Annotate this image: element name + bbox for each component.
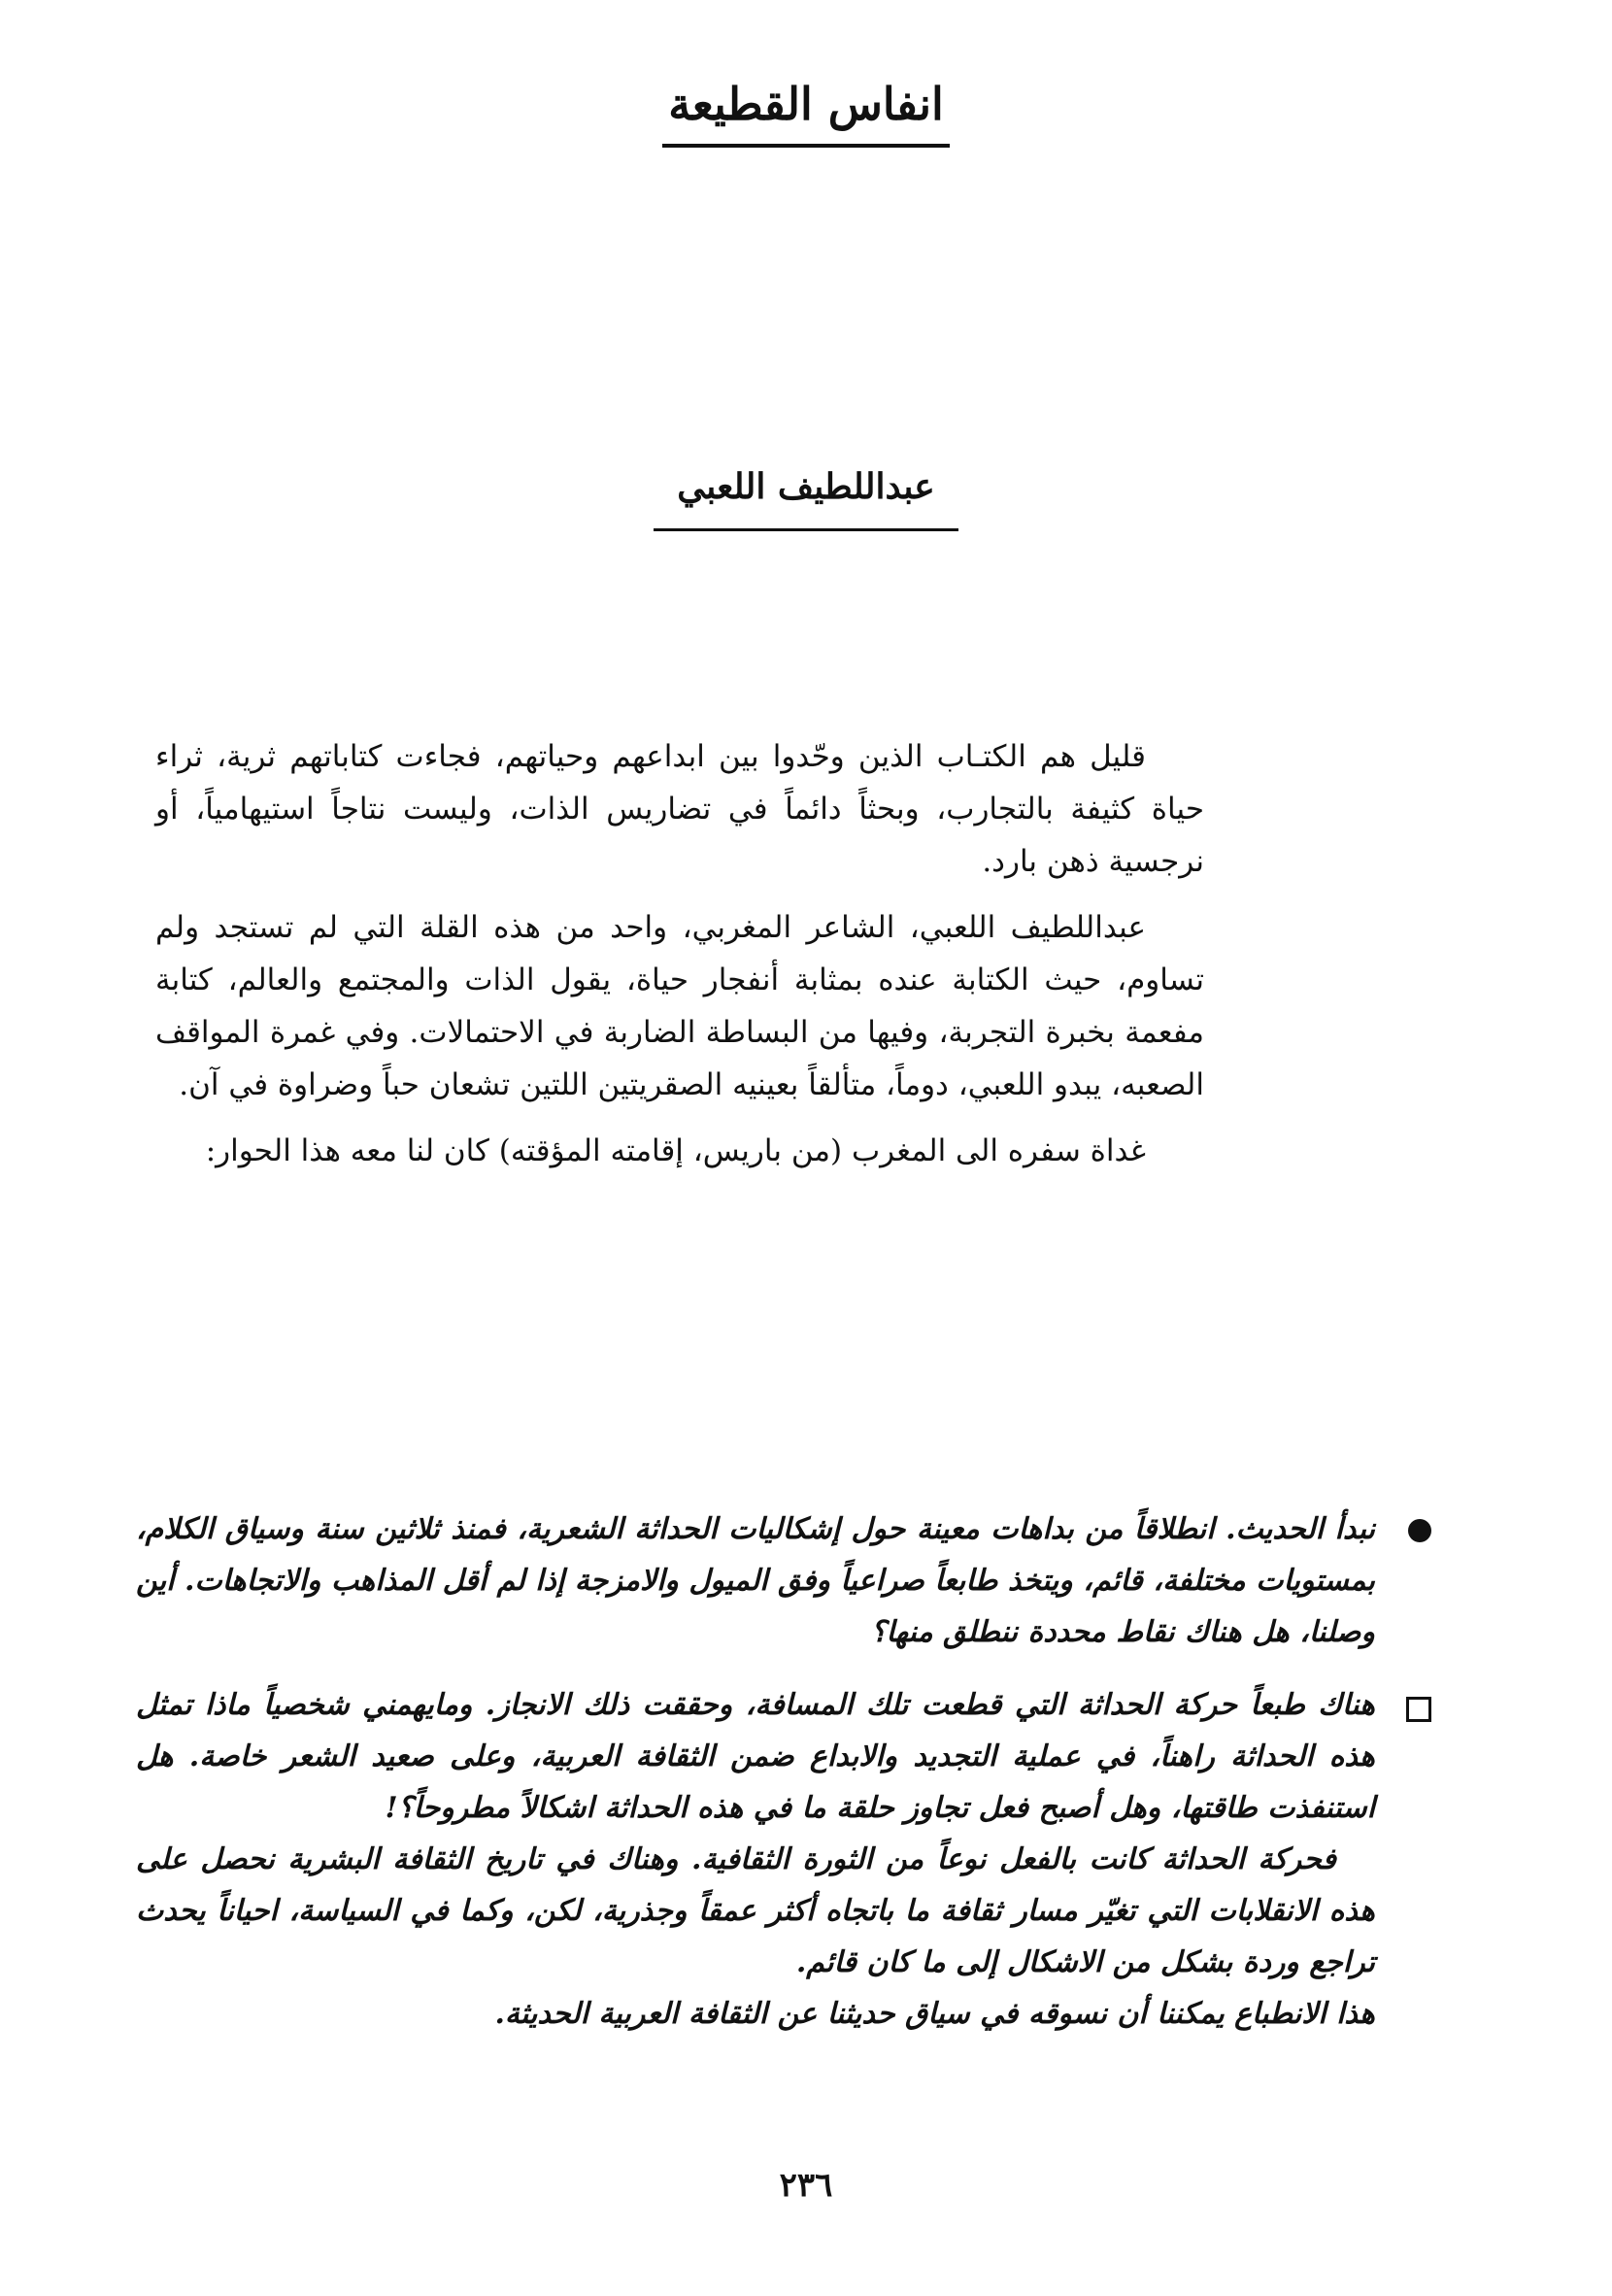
answer-bullet-icon — [1406, 1697, 1431, 1722]
answer-paragraph: هذا الانطباع يمكننا أن نسوقه في سياق حديثنا عن الثقافة العربية الحديثة. — [494, 1997, 1375, 2031]
interview-answer — [136, 1679, 1437, 2040]
question-bullet-icon — [1408, 1519, 1431, 1542]
article-title-text: انفاس القطيعة — [662, 78, 950, 148]
author-name-text: عبداللطيف اللعبي — [654, 466, 957, 531]
intro-paragraph: عبداللطيف اللعبي، الشاعر المغربي، واحد من هذه القلة التي لم تستجد ولم تساوم، حيث الكتابة عنده بمثابة أنفجار حياة، يقول الذات والمجتمع والعالم، كتابة مفعمة بخبرة التجربة، وفيها من البساطة الضاربة في الاحتمالات. وفي غمرة المواقف الصعبه، يبدو اللعبي، دوماً، متألقاً بعينيه الصقريتين اللتين تشعان حباً وضراوة في آن. — [155, 910, 1204, 1102]
question-text: نبدأ الحديث. انطلاقاً من بداهات معينة حول إشكاليات الحداثة الشعرية، فمنذ ثلاثين سنة وسياق الكلام، بمستويات مختلفة، قائم، ويتخذ طابعاً صراعياً وفق الميول والامزجة إذا لم أقل المذاهب والاتجاهات. أين وصلنا، هل هناك نقاط محددة ننطلق منها؟ — [136, 1512, 1375, 1649]
page-number: ٢٣٦ — [779, 2166, 833, 2205]
introduction — [155, 730, 1204, 1191]
intro-paragraph: قليل هم الكتـاب الذين وحّدوا بين ابداعهم وحياتهم، فجاءت كتاباتهم ثرية، ثراء حياة كثيفة بالتجارب، وبحثاً دائماً في تضاريس الذات، وليست نتاجاً استيهامياً، أو نرجسية ذهن بارد. — [155, 739, 1204, 879]
intro-paragraph: غداة سفره الى المغرب (من باريس، إقامته المؤقته) كان لنا معه هذا الحوار: — [205, 1133, 1146, 1168]
interview-question — [136, 1503, 1437, 1658]
answer-paragraph: هناك طبعاً حركة الحداثة التي قطعت تلك المسافة، وحققت ذلك الانجاز. ومايهمني شخصياً ماذا تمثل هذه الحداثة راهناً، في عملية التجديد والابداع ضمن الثقافة العربية، وعلى صعيد الشعر خاصة. هل استنفذت طاقتها، وهل أصبح فعل تجاوز حلقة ما في هذه الحداثة اشكالاً مطروحاً؟! — [136, 1688, 1375, 1825]
author-name — [0, 466, 1612, 531]
answer-paragraph: فحركة الحداثة كانت بالفعل نوعاً من الثورة الثقافية. وهناك في تاريخ الثقافة البشرية نحصل على هذه الانقلابات التي تغيّر مسار ثقافة ما باتجاه أكثر عمقاً وجذرية، لكن، وكما في السياسة، احياناً يحدث تراجع وردة بشكل من الاشكال إلى ما كان قائم. — [136, 1842, 1375, 1979]
interview — [136, 1503, 1437, 2061]
article-title — [0, 78, 1612, 148]
